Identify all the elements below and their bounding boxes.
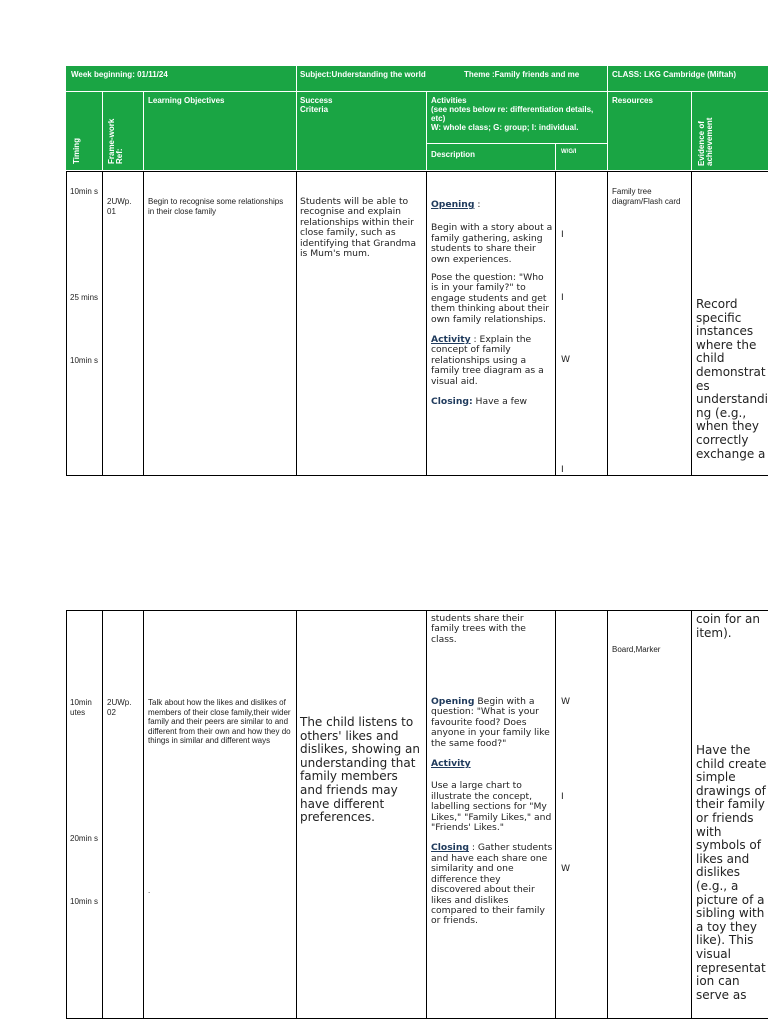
header-divider [102, 92, 103, 170]
activity-description: Opening Begin with a question: "What is your favourite food? Does anyone in your family like the same food?" Activity Use a large chart to illustrate the concept, labelling sections for "My Likes," "Family Likes," and "Friends' Likes." Closing : Gather students and have each share one similarity and one difference they discovered about their likes and dislikes compared to their family or friends. [431, 696, 553, 927]
framework-ref-cell: 2UWp. 02 [107, 698, 132, 717]
timing-cell: 10min utes [70, 698, 92, 717]
activity-paragraph: Use a large chart to illustrate the concept, labelling sections for "My Likes," "Family Likes," and "Friends' Likes." [431, 780, 552, 834]
table-border [66, 610, 768, 611]
learning-objectives-header: Learning Objectives [148, 96, 225, 105]
theme-label: Theme :Family friends and me [464, 70, 580, 79]
table-border [555, 171, 556, 476]
header-divider [143, 92, 144, 170]
activity-description: Opening : Begin with a story about a family gathering, asking students to share their own experiences. Pose the question: "Who is in your family?" to engage students and get them thinking about their own family relationships. Activity : Explain the concept of family relationships using a family tree diagram as a visual aid. Closing: Have a few [431, 199, 553, 408]
wgi-cell: W [561, 696, 571, 707]
table-border [143, 610, 144, 1019]
header-divider [427, 143, 607, 144]
success-criteria-cell: The child listens to others' likes and dislikes, showing an understanding that family members and friends may have different preferences. [300, 715, 420, 825]
header-divider [555, 143, 556, 170]
evidence-header: Evidence of achievement [697, 117, 714, 166]
table-border [426, 171, 427, 476]
success-criteria-cell: Students will be able to recognise and explain relationships within their close family, such as identifying that Grandma is Mum's mum. [300, 196, 416, 260]
timing-cell: 10min s [70, 897, 99, 906]
resources-header: Resources [612, 96, 653, 105]
framework-ref-cell: 2UWp. 01 [107, 197, 132, 216]
resources-cell: Family tree diagram/Flash card [612, 187, 681, 206]
activity-paragraph: Pose the question: "Who is in your family?" to engage students and get them thinking about their own family relationships. [431, 272, 550, 325]
wgi-cell: I [561, 791, 564, 802]
wgi-header: W/G/I [561, 149, 577, 155]
activity-label: Activity [431, 334, 471, 346]
timing-header: Timing [72, 137, 81, 164]
table-border [66, 171, 67, 476]
wgi-cell: W [561, 354, 571, 365]
activities-header: Activities (see notes below re: differentiation details, etc) W: whole class; G: group; I: individual. [431, 96, 594, 132]
closing-label: Closing: [431, 396, 473, 408]
evidence-cell-clip [692, 172, 768, 475]
table-border [555, 610, 556, 1019]
learning-objective-cell: Talk about how the likes and dislikes of members of their close family,their wider family and their peers are similar to and different from their own and how they do things in similar and different ways [148, 698, 291, 745]
wgi-cell: I [561, 292, 564, 303]
wgi-cell: I [561, 229, 564, 240]
header-divider [691, 92, 692, 170]
evidence-text: Have the child create simple drawings of their family or friends with symbols of likes and dislikes (e.g., a picture of a sibling with a toy they like). This visual representation can serve as [696, 743, 767, 1002]
timing-cell: 20min s [70, 834, 99, 843]
table-border [66, 610, 67, 1019]
evidence-continued: coin for an item). [696, 612, 760, 640]
evidence-text: Record specific instances where the child demonstrates understanding (e.g., when they correctly exchange a [696, 297, 768, 461]
table-border [66, 475, 768, 476]
week-beginning: Week beginning: 01/11/24 [71, 70, 168, 79]
learning-objective-cell: Begin to recognise some relationships in their close family [148, 197, 284, 216]
framework-ref-header: Frame-work Ref: [107, 118, 124, 164]
wgi-cell: W [561, 863, 571, 874]
header-divider [607, 66, 608, 170]
table-border [607, 610, 608, 1019]
activity-continued: students share their family trees with the class. [431, 613, 526, 645]
success-criteria-header: Success Criteria [300, 96, 333, 114]
description-header: Description [431, 150, 476, 159]
evidence-cell-clip [692, 611, 768, 1018]
table-border [296, 610, 297, 1019]
closing-label: Closing [431, 842, 469, 854]
activity-paragraph: Begin with a story about a family gathering, asking students to share their own experiences. [431, 222, 553, 265]
resources-cell: Board,Marker [612, 645, 661, 654]
timing-cell: 25 mins [70, 293, 99, 302]
timing-cell: 10min s [70, 187, 99, 196]
opening-label: Opening [431, 696, 475, 707]
table-border [66, 171, 768, 172]
class-label: CLASS: LKG Cambridge (Miftah) [612, 70, 736, 79]
table-border [426, 610, 427, 1019]
table-border [607, 171, 608, 476]
table-border [102, 171, 103, 476]
opening-label: Opening [431, 199, 475, 210]
wgi-cell: I [561, 464, 564, 475]
header-divider [426, 92, 427, 170]
table-border [66, 1018, 768, 1019]
table-border [143, 171, 144, 476]
header-divider [296, 66, 297, 170]
activity-label: Activity [431, 758, 471, 770]
header-divider [66, 91, 768, 92]
timing-cell: 10min s [70, 356, 99, 365]
table-border [102, 610, 103, 1019]
objective-dot: . [148, 886, 151, 895]
table-border [296, 171, 297, 476]
subject-label: Subject:Understanding the world [300, 70, 426, 79]
